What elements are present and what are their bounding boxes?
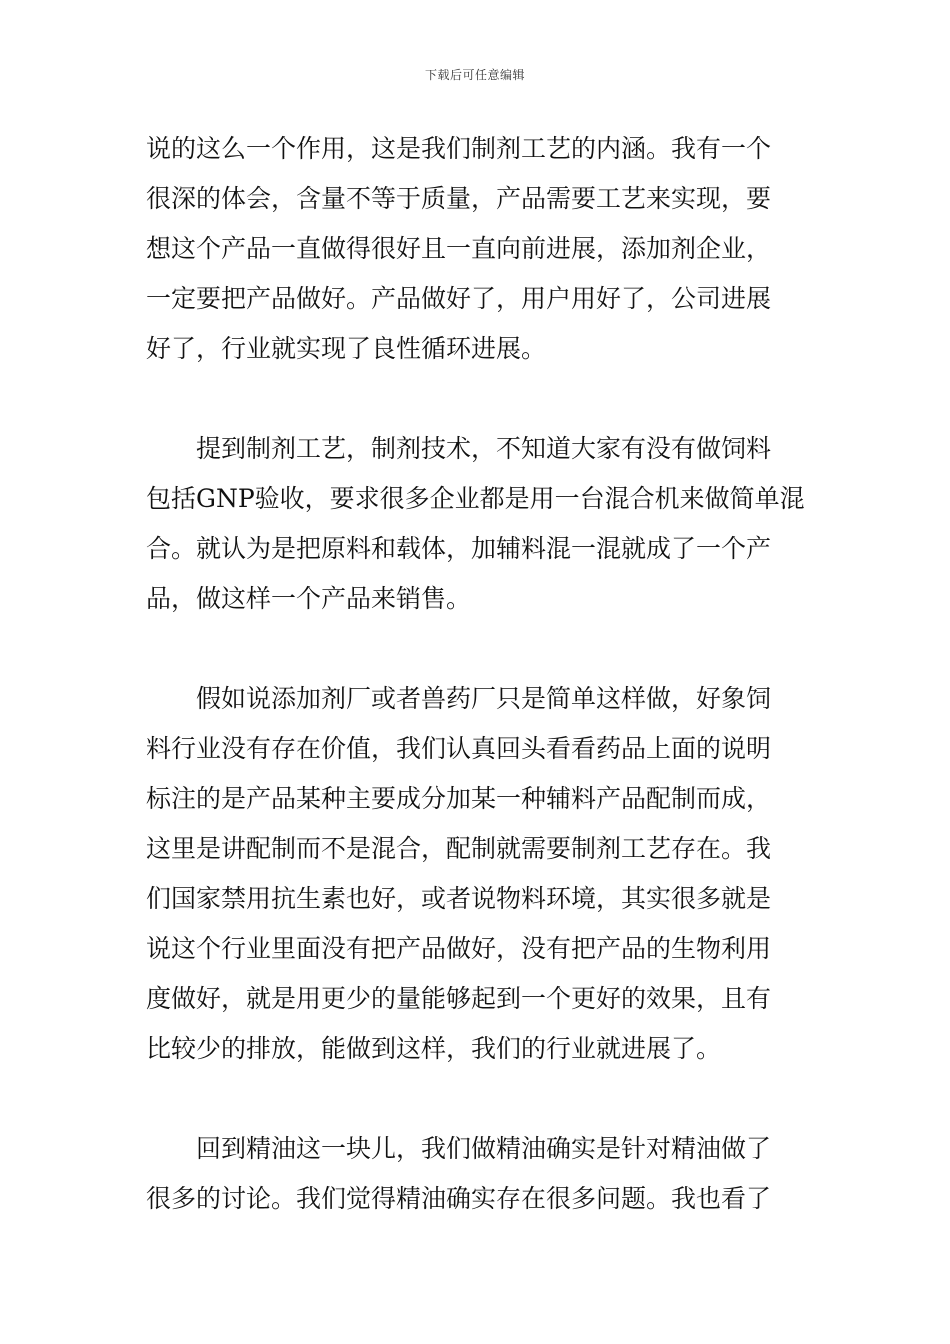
text-line: 比较少的排放，能做到这样，我们的行业就进展了。 xyxy=(146,1034,722,1063)
page-header: 下载后可任意编辑 xyxy=(424,68,525,82)
text-line: 想这个产品一直做得很好且一直向前进展，添加剂企业， xyxy=(146,234,772,263)
text-line: 料行业没有存在价值，我们认真回头看看药品上面的说明 xyxy=(146,734,772,763)
text-line: 假如说添加剂厂或者兽药厂只是简单这样做，好象饲 xyxy=(196,684,772,713)
text-line: 很多的讨论。我们觉得精油确实存在很多问题。我也看了 xyxy=(146,1184,772,1213)
text-line: 说的这么一个作用，这是我们制剂工艺的内涵。我有一个 xyxy=(146,134,772,163)
paragraph-gap xyxy=(146,374,808,424)
paragraph-gap xyxy=(146,1074,808,1124)
text-line: 们国家禁用抗生素也好，或者说物料环境，其实很多就是 xyxy=(146,884,772,913)
text-line: 回到精油这一块儿，我们做精油确实是针对精油做了 xyxy=(196,1134,772,1163)
text-line: 很深的体会，含量不等于质量，产品需要工艺来实现，要 xyxy=(146,184,772,213)
text-line: 说这个行业里面没有把产品做好，没有把产品的生物利用 xyxy=(146,934,772,963)
document-body xyxy=(146,124,808,1224)
paragraph-3 xyxy=(146,674,808,1074)
text-line: 度做好，就是用更少的量能够起到一个更好的效果，且有 xyxy=(146,984,772,1013)
text-line: 包括GNP验收，要求很多企业都是用一台混合机来做简单混 xyxy=(146,484,805,513)
paragraph-4 xyxy=(146,1124,808,1224)
text-line: 好了，行业就实现了良性循环进展。 xyxy=(146,334,547,363)
text-line: 标注的是产品某种主要成分加某一种辅料产品配制而成， xyxy=(146,784,772,813)
paragraph-2 xyxy=(146,424,808,624)
text-line: 品，做这样一个产品来销售。 xyxy=(146,584,472,613)
paragraph-gap xyxy=(146,624,808,674)
text-line: 提到制剂工艺，制剂技术，不知道大家有没有做饲料 xyxy=(196,434,772,463)
text-line: 一定要把产品做好。产品做好了，用户用好了，公司进展 xyxy=(146,284,772,313)
text-line: 这里是讲配制而不是混合，配制就需要制剂工艺存在。我 xyxy=(146,834,772,863)
text-line: 合。就认为是把原料和载体，加辅料混一混就成了一个产 xyxy=(146,534,772,563)
paragraph-1 xyxy=(146,124,808,374)
